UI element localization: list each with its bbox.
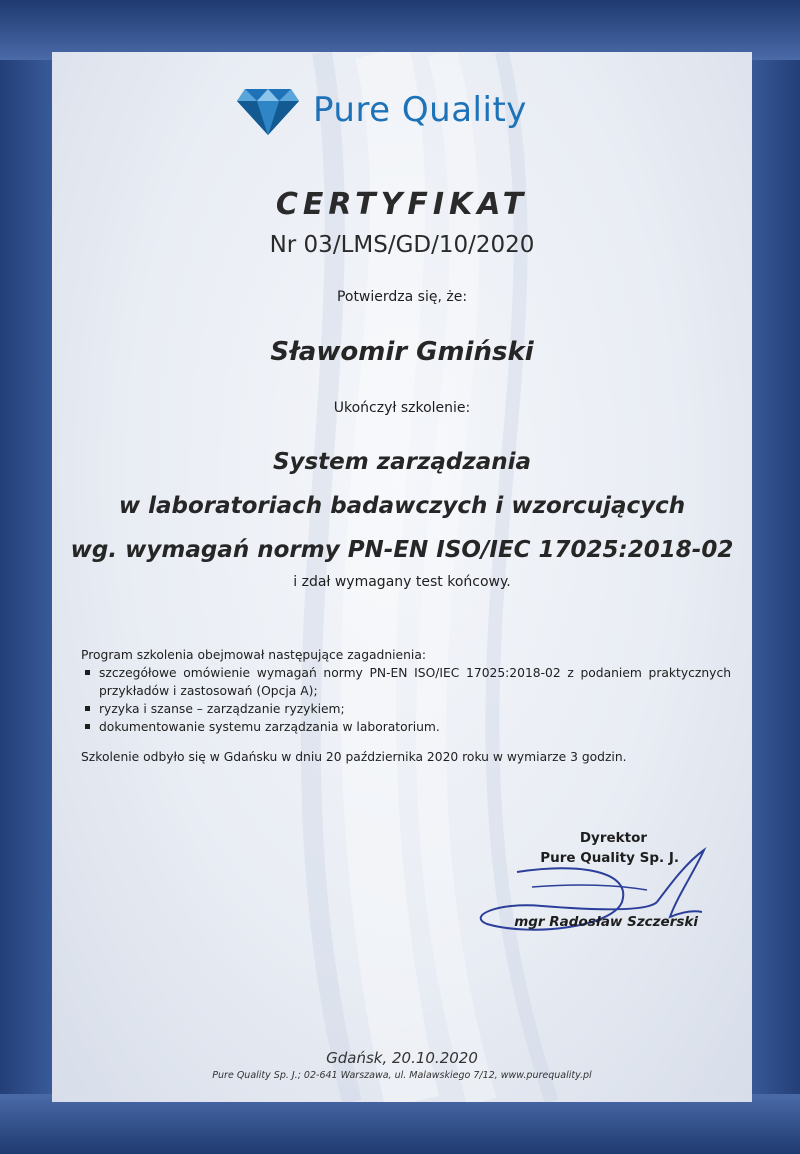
confirm-text: Potwierdza się, że: (336, 289, 468, 305)
certificate-title: CERTYFIKAT (275, 187, 529, 222)
company-footer: Pure Quality Sp. J.; 02-641 Warszawa, ul. Malawskiego 7/12, www.purequality.pl (212, 1070, 592, 1081)
diamond-icon (237, 85, 299, 135)
pure-quality-logo (237, 82, 577, 138)
frame-bottom-border (0, 1094, 800, 1154)
bullet-icon (85, 706, 90, 711)
program-intro: Program szkolenia obejmował następujące zagadnienia: (81, 648, 427, 662)
certificate-number: Nr 03/LMS/GD/10/2020 (269, 232, 535, 258)
program-section (81, 646, 731, 736)
program-list (81, 664, 731, 736)
recipient-name: Sławomir Gmiński (270, 337, 534, 367)
course-title-line: wg. wymagań normy PN-EN ISO/IEC 17025:2018-02 (70, 537, 734, 563)
signatory-name: mgr Radosław Szczerski (514, 914, 698, 930)
passed-text: i zdał wymagany test końcowy. (293, 574, 511, 590)
brand-name: Pure Quality (313, 90, 527, 130)
program-item: szczegółowe omówienie wymagań normy PN-EN ISO/IEC 17025:2018-02 z podaniem praktycznych przykładów i zastosowań (Opcja A); (99, 664, 731, 700)
signatory-company: Pure Quality Sp. J. (540, 850, 679, 866)
course-title-line: w laboratoriach badawczych i wzorcujących (118, 493, 686, 519)
program-item: ryzyka i szanse – zarządzanie ryzykiem; (99, 700, 731, 718)
bullet-icon (85, 670, 90, 675)
signatory-role: Dyrektor (579, 830, 647, 846)
course-title (52, 440, 752, 572)
course-title-line: System zarządzania (272, 449, 532, 475)
session-info: Szkolenie odbyło się w Gdańsku w dniu 20 października 2020 roku w wymiarze 3 godzin. (81, 750, 627, 764)
completed-text: Ukończył szkolenie: (333, 400, 471, 416)
certificate-paper (52, 52, 752, 1102)
place-and-date: Gdańsk, 20.10.2020 (326, 1049, 478, 1067)
program-item: dokumentowanie systemu zarządzania w laboratorium. (99, 718, 731, 736)
frame-top-border (0, 0, 800, 60)
bullet-icon (85, 724, 90, 729)
